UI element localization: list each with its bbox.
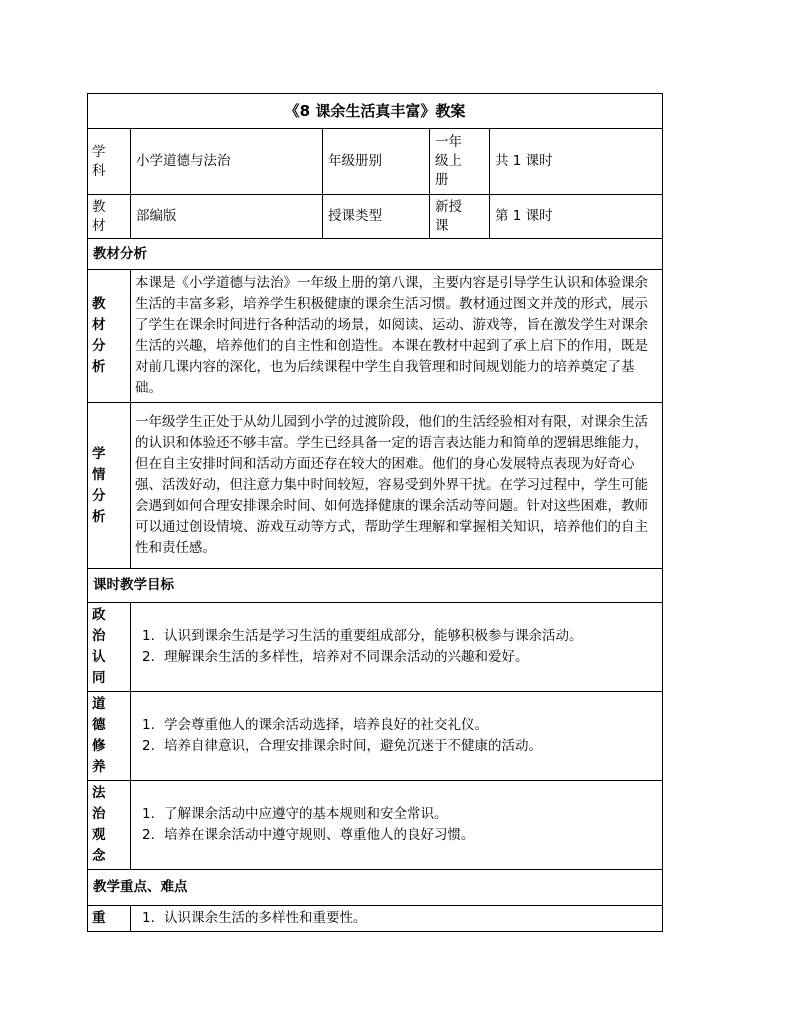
section-header-textbook-analysis: 教材分析 [88,239,663,270]
section-header-key-points: 教学重点、难点 [88,870,663,906]
textbook-label: 教 材 [88,195,131,239]
objective-list-political [131,603,663,692]
textbook-value: 部编版 [131,195,323,239]
lesson-plan-table [87,93,663,932]
list-item: 1. 认识到课余生活是学习生活的重要组成部分，能够积极参与课余活动。 [142,628,583,644]
objective-label-moral: 道 德 修 养 [88,692,131,781]
objective-label-legal: 法 治 观 念 [88,781,131,870]
section-header-objectives: 课时教学目标 [88,569,663,603]
objective-list-legal [131,781,663,870]
list-item: 2. 培养在课余活动中遵守规则、尊重他人的良好习惯。 [142,827,475,843]
lesson-type-label: 授课类型 [323,195,430,239]
document-title: 《8 课余生活真丰富》教案 [88,94,663,129]
list-item: 1. 学会尊重他人的课余活动选择，培养良好的社交礼仪。 [142,717,488,733]
key-points-list [131,906,663,932]
student-analysis-content: 一年级学生正处于从幼儿园到小学的过渡阶段，他们的生活经验相对有限，对课余生活的认识和体验还不够丰富。学生已经具备一定的语言表达能力和简单的逻辑思维能力，但在自主安排时间和活动方面还存在较大的困难。他们的身心发展特点表现为好奇心强、活泼好动，但注意力集中时间较短，容易受到外界干扰。在学习过程中，学生可能会遇到如何合理安排课余时间、如何选择健康的课余活动等问题。针对这些困难，教师可以通过创设情境、游戏互动等方式，帮助学生理解和掌握相关知识，培养他们的自主性和责任感。 [131,403,663,569]
key-points-label: 重 [88,906,131,932]
subject-value: 小学道德与法治 [131,129,323,195]
list-item: 2. 理解课余生活的多样性，培养对不同课余活动的兴趣和爱好。 [142,649,529,665]
lesson-number: 第 1 课时 [490,195,663,239]
grade-label: 年级册别 [323,129,430,195]
textbook-analysis-content: 本课是《小学道德与法治》一年级上册的第八课，主要内容是引导学生认识和体验课余生活的丰富多彩，培养学生积极健康的课余生活习惯。教材通过图文并茂的形式，展示了学生在课余时间进行各种活动的场景，如阅读、运动、游戏等，旨在激发学生对课余生活的兴趣，培养他们的自主性和创造性。本课在教材中起到了承上启下的作用，既是对前几课内容的深化，也为后续课程中学生自我管理和时间规划能力的培养奠定了基础。 [131,270,663,403]
objective-list-moral [131,692,663,781]
objective-label-political: 政 治 认 同 [88,603,131,692]
total-hours: 共 1 课时 [490,129,663,195]
list-item: 1. 了解课余活动中应遵守的基本规则和安全常识。 [142,806,448,822]
lesson-type-value: 新授 课 [430,195,490,239]
subject-label: 学 科 [88,129,131,195]
list-item: 1. 认识课余生活的多样性和重要性。 [142,910,367,926]
student-analysis-label: 学 情 分 析 [88,403,131,569]
grade-value: 一年 级上 册 [430,129,490,195]
list-item: 2. 培养自律意识，合理安排课余时间，避免沉迷于不健康的活动。 [142,738,542,754]
textbook-analysis-label: 教 材 分 析 [88,270,131,403]
lesson-plan-document [87,93,662,932]
